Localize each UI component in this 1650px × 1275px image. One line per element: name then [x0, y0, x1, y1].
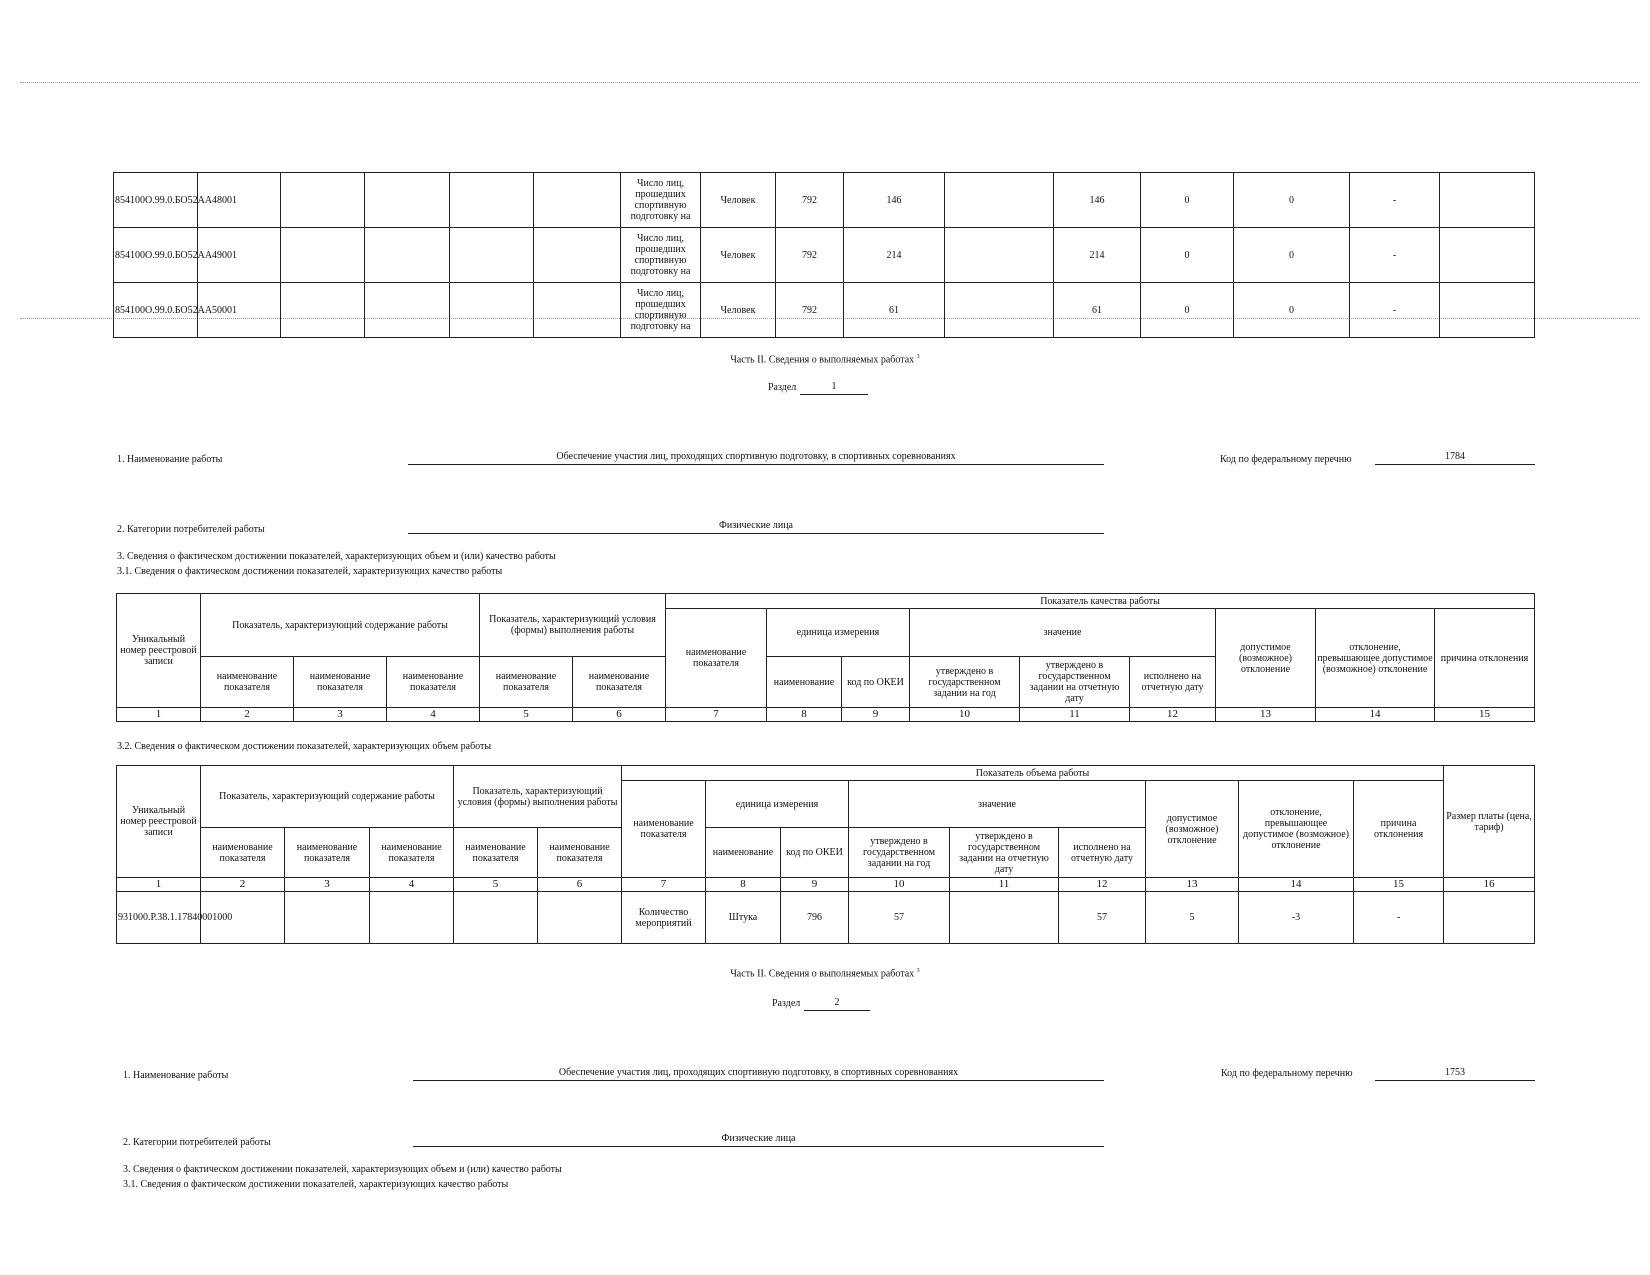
top-table-row: [114, 173, 1535, 228]
top-empty: [534, 228, 621, 283]
top-empty: [534, 283, 621, 338]
top-code: 854100О.99.0.БО52АА49001: [114, 228, 198, 283]
section1-code-label: Код по федеральному перечню: [1220, 454, 1352, 465]
column-number: 7: [666, 708, 767, 722]
column-number: 11: [1020, 708, 1130, 722]
v-allowed-header: допустимое (возможное) отклонение: [1146, 781, 1239, 878]
section2-work-name-label: 1. Наименование работы: [123, 1070, 229, 1081]
v-volume-header: Показатель объема работы: [622, 766, 1444, 781]
column-number: 15: [1354, 878, 1444, 892]
section2-p31: 3.1. Сведения о фактическом достижении показателей, характеризующих качество работы: [123, 1179, 509, 1190]
top-indicator: [621, 228, 701, 283]
section1-p32: 3.2. Сведения о фактическом достижении показателей, характеризующих объем работы: [117, 741, 492, 752]
column-number: 1: [117, 708, 201, 722]
v-unit-name-header: наименование: [706, 828, 781, 878]
section1-category-label: 2. Категории потребителей работы: [117, 524, 265, 535]
top-approved-date: [945, 173, 1054, 228]
v-indicator: Количество мероприятий: [622, 892, 706, 944]
top-exceed: 0: [1234, 173, 1350, 228]
column-number: 2: [201, 708, 294, 722]
q-name-col2: наименование показателя: [201, 657, 294, 708]
v-allowed: 5: [1146, 892, 1239, 944]
column-number: 14: [1316, 708, 1435, 722]
q-exceed-header: отклонение, превышающее допустимое (возможное) отклонение: [1316, 609, 1435, 708]
top-empty: [450, 283, 534, 338]
top-empty: [450, 228, 534, 283]
top-reason: -: [1350, 228, 1440, 283]
top-empty: [281, 283, 365, 338]
q-okei-header: код по ОКЕИ: [842, 657, 910, 708]
top-approved: 61: [844, 283, 945, 338]
column-number: 13: [1146, 878, 1239, 892]
top-reason: -: [1350, 173, 1440, 228]
q-approved-date-header: утверждено в государственном задании на отчетную дату: [1020, 657, 1130, 708]
section2-category-value: Физические лица: [413, 1132, 1104, 1147]
section2-part-title: Часть II. Сведения о выполняемых работах $^3$: [730, 968, 920, 980]
v-fee: [1444, 892, 1535, 944]
v-approved-date-header: утверждено в государственном задании на отчетную дату: [950, 828, 1059, 878]
column-number: 12: [1130, 708, 1216, 722]
top-code: 854100О.99.0.БО52АА50001: [114, 283, 198, 338]
v-name-col4: наименование показателя: [370, 828, 454, 878]
q-name-col4: наименование показателя: [387, 657, 480, 708]
section1-work-name-label: 1. Наименование работы: [117, 454, 223, 465]
column-number: 9: [781, 878, 849, 892]
top-table-row: [114, 228, 1535, 283]
top-unit: Человек: [701, 173, 776, 228]
top-actual: 146: [1054, 173, 1141, 228]
top-actual: 214: [1054, 228, 1141, 283]
top-okei: 792: [776, 228, 844, 283]
q-actual-header: исполнено на отчетную дату: [1130, 657, 1216, 708]
top-okei: 792: [776, 283, 844, 338]
section2-work-name: Обеспечение участия лиц, проходящих спортивную подготовку, в спортивных соревнованиях: [413, 1066, 1104, 1081]
section2-p3: 3. Сведения о фактическом достижении показателей, характеризующих объем и (или) качество работы: [123, 1164, 562, 1175]
top-indicator: [621, 173, 701, 228]
top-approved-date: [945, 283, 1054, 338]
v-ind-name-header: наименование показателя: [622, 781, 706, 878]
column-number: 8: [767, 708, 842, 722]
top-indicator-text: Число лиц, прошедших спортивную подготовку на: [630, 178, 691, 222]
section2-code-value: 1753: [1375, 1066, 1535, 1081]
column-number: 7: [622, 878, 706, 892]
v-approved: 57: [849, 892, 950, 944]
column-number: 8: [706, 878, 781, 892]
top-fee: [1440, 228, 1535, 283]
column-number: 5: [454, 878, 538, 892]
top-reason: -: [1350, 283, 1440, 338]
column-number: 10: [910, 708, 1020, 722]
v-okei: 796: [781, 892, 849, 944]
q-name-col5: наименование показателя: [480, 657, 573, 708]
column-number: 10: [849, 878, 950, 892]
v-exceed-header: отклонение, превышающее допустимое (возможное) отклонение: [1239, 781, 1354, 878]
q-name-col3: наименование показателя: [294, 657, 387, 708]
column-number: 4: [370, 878, 454, 892]
volume-table: [116, 765, 1535, 944]
column-number: 9: [842, 708, 910, 722]
column-number: 11: [950, 878, 1059, 892]
q-unit-header: единица измерения: [767, 609, 910, 657]
v-name-col6: наименование показателя: [538, 828, 622, 878]
column-number: 13: [1216, 708, 1316, 722]
v-unit: Штука: [706, 892, 781, 944]
top-allowed: 0: [1141, 228, 1234, 283]
section2-code-label: Код по федеральному перечню: [1221, 1068, 1353, 1079]
v-name-col5: наименование показателя: [454, 828, 538, 878]
section1-p3: 3. Сведения о фактическом достижении показателей, характеризующих объем и (или) качество работы: [117, 551, 556, 562]
scan-rule-top: [20, 82, 1640, 83]
top-code: 854100О.99.0.БО52АА48001: [114, 173, 198, 228]
q-approved-year-header: утверждено в государственном задании на год: [910, 657, 1020, 708]
q-allowed-header: допустимое (возможное) отклонение: [1216, 609, 1316, 708]
v-reason: -: [1354, 892, 1444, 944]
section1-razdel-label: Раздел: [768, 382, 797, 393]
top-table-row: [114, 283, 1535, 338]
v-unit-header: единица измерения: [706, 781, 849, 828]
q-unique-header: Уникальный номер реестровой записи: [117, 594, 201, 708]
v-data-row: [117, 892, 1535, 944]
v-fee-header: Размер платы (цена, тариф): [1444, 766, 1535, 878]
v-okei-header: код по ОКЕИ: [781, 828, 849, 878]
top-allowed: 0: [1141, 173, 1234, 228]
v-code: 931000.Р.38.1.17840001000: [117, 892, 201, 944]
top-table: [113, 172, 1535, 338]
column-number: 6: [538, 878, 622, 892]
column-number: 3: [294, 708, 387, 722]
top-unit: Человек: [701, 283, 776, 338]
v-name-col2: наименование показателя: [201, 828, 285, 878]
v-cond-header: Показатель, характеризующий условия (формы) выполнения работы: [454, 766, 622, 828]
v-actual-header: исполнено на отчетную дату: [1059, 828, 1146, 878]
q-quality-header: Показатель качества работы: [666, 594, 1535, 609]
top-approved: 146: [844, 173, 945, 228]
top-empty: [365, 173, 450, 228]
column-number: 4: [387, 708, 480, 722]
top-empty: [450, 173, 534, 228]
top-empty: [281, 228, 365, 283]
top-empty: [281, 173, 365, 228]
v-value-header: значение: [849, 781, 1146, 828]
top-empty: [534, 173, 621, 228]
column-number: 14: [1239, 878, 1354, 892]
column-number: 12: [1059, 878, 1146, 892]
quality-table: [116, 593, 1535, 722]
v-unique-header: Уникальный номер реестровой записи: [117, 766, 201, 878]
top-unit: Человек: [701, 228, 776, 283]
q-unit-name-header: наименование: [767, 657, 842, 708]
top-indicator-text: Число лиц, прошедших спортивную подготовку на: [630, 233, 691, 277]
q-content-header: Показатель, характеризующий содержание работы: [201, 594, 480, 657]
v-empty-4: [370, 892, 454, 944]
section1-razdel-number: 1: [800, 380, 868, 395]
column-number: 2: [201, 878, 285, 892]
section1-category-value: Физические лица: [408, 519, 1104, 534]
top-exceed: 0: [1234, 228, 1350, 283]
section2-razdel-number: 2: [804, 996, 870, 1011]
top-fee: [1440, 283, 1535, 338]
top-exceed: 0: [1234, 283, 1350, 338]
top-approved-date: [945, 228, 1054, 283]
top-indicator: [621, 283, 701, 338]
column-number: 5: [480, 708, 573, 722]
top-approved: 214: [844, 228, 945, 283]
v-approved-date: [950, 892, 1059, 944]
section2-razdel-label: Раздел: [772, 998, 801, 1009]
top-empty: [365, 228, 450, 283]
top-indicator-text: Число лиц, прошедших спортивную подготовку на: [630, 288, 691, 332]
v-exceed: -3: [1239, 892, 1354, 944]
q-cond-header: Показатель, характеризующий условия (формы) выполнения работы: [480, 594, 666, 657]
v-empty-3: [285, 892, 370, 944]
column-number: 6: [573, 708, 666, 722]
section1-p31: 3.1. Сведения о фактическом достижении показателей, характеризующих качество работы: [117, 566, 503, 577]
top-allowed: 0: [1141, 283, 1234, 338]
top-fee: [1440, 173, 1535, 228]
column-number: 16: [1444, 878, 1535, 892]
v-name-col3: наименование показателя: [285, 828, 370, 878]
v-number-row: [117, 878, 1535, 892]
v-approved-year-header: утверждено в государственном задании на год: [849, 828, 950, 878]
q-number-row: [117, 708, 1535, 722]
q-reason-header: причина отклонения: [1435, 609, 1535, 708]
q-name-col6: наименование показателя: [573, 657, 666, 708]
v-actual: 57: [1059, 892, 1146, 944]
q-ind-name-header: наименование показателя: [666, 609, 767, 708]
column-number: 3: [285, 878, 370, 892]
top-actual: 61: [1054, 283, 1141, 338]
v-empty-5: [454, 892, 538, 944]
column-number: 15: [1435, 708, 1535, 722]
v-content-header: Показатель, характеризующий содержание работы: [201, 766, 454, 828]
section2-category-label: 2. Категории потребителей работы: [123, 1137, 271, 1148]
v-reason-header: причина отклонения: [1354, 781, 1444, 878]
v-empty-6: [538, 892, 622, 944]
column-number: 1: [117, 878, 201, 892]
top-okei: 792: [776, 173, 844, 228]
section1-work-name: Обеспечение участия лиц, проходящих спортивную подготовку, в спортивных соревнованиях: [408, 450, 1104, 465]
section1-part-title: Часть II. Сведения о выполняемых работах $^3$: [730, 354, 920, 366]
q-value-header: значение: [910, 609, 1216, 657]
section1-code-value: 1784: [1375, 450, 1535, 465]
top-empty: [365, 283, 450, 338]
